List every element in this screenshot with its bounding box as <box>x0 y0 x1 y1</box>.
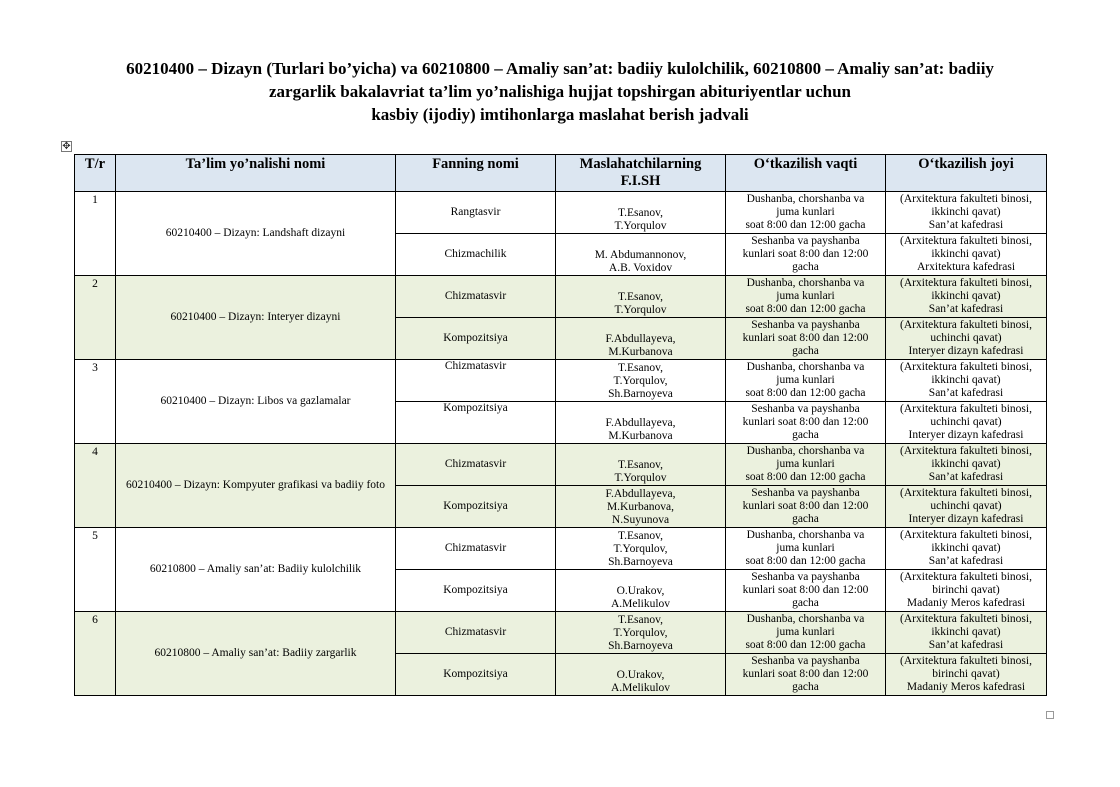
consultants-line: T.Esanov, <box>617 530 664 542</box>
exam-time-line: juma kunlari <box>776 290 835 302</box>
exam-place-line: birinchi qavat) <box>932 668 1000 680</box>
header-subject: Fanning nomi <box>396 155 556 192</box>
row-number: 3 <box>75 360 116 444</box>
exam-time-line: kunlari soat 8:00 dan 12:00 <box>742 332 869 344</box>
exam-place-line: Madaniy Meros kafedrasi <box>906 681 1026 693</box>
exam-time-line: kunlari soat 8:00 dan 12:00 <box>742 668 869 680</box>
row-number: 2 <box>75 276 116 360</box>
consultants-line: T.Esanov, <box>617 459 664 471</box>
subject-name: Chizmachilik <box>396 234 556 276</box>
exam-place-line: Interyer dizayn kafedrasi <box>908 345 1024 357</box>
consultants <box>556 612 726 654</box>
header-row <box>75 155 1047 192</box>
exam-place-line: uchinchi qavat) <box>930 332 1002 344</box>
exam-time-line: Dushanba, chorshanba va <box>746 613 865 625</box>
document-title <box>60 57 1060 126</box>
exam-place-line: ikkinchi qavat) <box>931 374 1001 386</box>
consultants <box>556 234 726 276</box>
title-line-2: zargarlik bakalavriat ta’lim yo’nalishiga hujjat topshirgan abituriyentlar uchun <box>269 82 851 101</box>
table-row <box>75 528 1047 570</box>
exam-place-line: San’at kafedrasi <box>928 387 1004 399</box>
exam-place-line: (Arxitektura fakulteti binosi, <box>900 655 1032 667</box>
consultants <box>556 192 726 234</box>
consultants-line: Sh.Barnoyeva <box>608 556 673 568</box>
exam-place-line: San’at kafedrasi <box>928 219 1004 231</box>
consultants-line: M.Kurbanova, <box>606 501 675 513</box>
exam-time <box>726 654 886 696</box>
subject-name: Chizmatasvir <box>396 444 556 486</box>
exam-time <box>726 486 886 528</box>
header-time: O‘tkazilish vaqti <box>726 155 886 192</box>
exam-place <box>886 234 1047 276</box>
consultants-line: T.Yorqulov, <box>613 375 668 387</box>
exam-time-line: juma kunlari <box>776 206 835 218</box>
exam-time-line: Dushanba, chorshanba va <box>746 529 865 541</box>
header-place: O‘tkazilish joyi <box>886 155 1047 192</box>
exam-time-line: kunlari soat 8:00 dan 12:00 <box>742 416 869 428</box>
row-number: 6 <box>75 612 116 696</box>
exam-place-line: (Arxitektura fakulteti binosi, <box>900 319 1032 331</box>
subject-name: Chizmatasvir <box>396 360 556 402</box>
exam-place-line: ikkinchi qavat) <box>931 248 1001 260</box>
consultants-line: Sh.Barnoyeva <box>608 388 673 400</box>
exam-place <box>886 192 1047 234</box>
exam-time-line: kunlari soat 8:00 dan 12:00 <box>742 500 869 512</box>
exam-time <box>726 612 886 654</box>
consultants-line: T.Yorqulov <box>614 220 667 232</box>
exam-time <box>726 570 886 612</box>
exam-place <box>886 360 1047 402</box>
header-tr: T/r <box>75 155 116 192</box>
exam-place <box>886 276 1047 318</box>
subject-name: Kompozitsiya <box>396 654 556 696</box>
title-line-1: 60210400 – Dizayn (Turlari bo’yicha) va 60210800 – Amaliy san’at: badiiy kulolchilik, 60210800 – Amaliy san’at: badiiy <box>126 59 994 78</box>
subject-name: Chizmatasvir <box>396 612 556 654</box>
exam-place-line: San’at kafedrasi <box>928 471 1004 483</box>
exam-time <box>726 360 886 402</box>
consultants <box>556 528 726 570</box>
consultants <box>556 654 726 696</box>
schedule-table <box>74 154 1047 696</box>
exam-time <box>726 192 886 234</box>
exam-place-line: (Arxitektura fakulteti binosi, <box>900 487 1032 499</box>
program-name: 60210400 – Dizayn: Interyer dizayni <box>116 276 396 360</box>
exam-time-line: Seshanba va payshanba <box>751 319 860 331</box>
table-body <box>75 192 1047 696</box>
row-number: 5 <box>75 528 116 612</box>
exam-time-line: gacha <box>792 681 819 693</box>
exam-place-line: Madaniy Meros kafedrasi <box>906 597 1026 609</box>
exam-place-line: ikkinchi qavat) <box>931 626 1001 638</box>
table-row <box>75 444 1047 486</box>
table-row <box>75 612 1047 654</box>
exam-time-line: Dushanba, chorshanba va <box>746 193 865 205</box>
consultants-line: T.Yorqulov <box>614 304 667 316</box>
consultants-line: F.Abdullayeva, <box>605 333 676 345</box>
subject-name: Chizmatasvir <box>396 528 556 570</box>
exam-place-line: ikkinchi qavat) <box>931 542 1001 554</box>
subject-name: Rangtasvir <box>396 192 556 234</box>
exam-place-line: (Arxitektura fakulteti binosi, <box>900 613 1032 625</box>
consultants <box>556 444 726 486</box>
consultants-line: T.Esanov, <box>617 362 664 374</box>
exam-time-line: Dushanba, chorshanba va <box>746 445 865 457</box>
consultants-line: T.Yorqulov, <box>613 627 668 639</box>
row-number: 4 <box>75 444 116 528</box>
consultants-line: M.Kurbanova <box>608 346 673 358</box>
exam-time <box>726 234 886 276</box>
exam-time-line: Dushanba, chorshanba va <box>746 277 865 289</box>
exam-place <box>886 444 1047 486</box>
exam-time-line: gacha <box>792 345 819 357</box>
exam-time <box>726 444 886 486</box>
exam-time-line: soat 8:00 dan 12:00 gacha <box>745 555 866 567</box>
program-name: 60210400 – Dizayn: Kompyuter grafikasi va badiiy foto <box>116 444 396 528</box>
exam-place-line: ikkinchi qavat) <box>931 290 1001 302</box>
exam-time-line: soat 8:00 dan 12:00 gacha <box>745 639 866 651</box>
exam-place-line: (Arxitektura fakulteti binosi, <box>900 235 1032 247</box>
exam-time-line: soat 8:00 dan 12:00 gacha <box>745 387 866 399</box>
consultants-line: T.Yorqulov <box>614 472 667 484</box>
consultants-line: A.Melikulov <box>610 598 671 610</box>
exam-place <box>886 570 1047 612</box>
subject-name: Kompozitsiya <box>396 570 556 612</box>
exam-time-line: soat 8:00 dan 12:00 gacha <box>745 303 866 315</box>
row-number: 1 <box>75 192 116 276</box>
consultants-line: T.Esanov, <box>617 291 664 303</box>
consultants-line: T.Esanov, <box>617 207 664 219</box>
exam-place <box>886 528 1047 570</box>
exam-place-line: (Arxitektura fakulteti binosi, <box>900 529 1032 541</box>
exam-place-line: Interyer dizayn kafedrasi <box>908 429 1024 441</box>
consultants-line: Sh.Barnoyeva <box>608 640 673 652</box>
exam-place-line: ikkinchi qavat) <box>931 458 1001 470</box>
subject-name: Kompozitsiya <box>396 318 556 360</box>
consultants <box>556 486 726 528</box>
exam-time-line: Seshanba va payshanba <box>751 403 860 415</box>
exam-place-line: uchinchi qavat) <box>930 500 1002 512</box>
consultants-line: F.Abdullayeva, <box>605 417 676 429</box>
exam-time-line: soat 8:00 dan 12:00 gacha <box>745 219 866 231</box>
exam-time-line: kunlari soat 8:00 dan 12:00 <box>742 584 869 596</box>
consultants-line: A.B. Voxidov <box>608 262 673 274</box>
table-row <box>75 192 1047 234</box>
exam-place <box>886 612 1047 654</box>
exam-time-line: juma kunlari <box>776 374 835 386</box>
consultants-line: M. Abdumannonov, <box>594 249 687 261</box>
consultants-line: N.Suyunova <box>611 514 670 526</box>
subject-name: Kompozitsiya <box>396 486 556 528</box>
consultants <box>556 318 726 360</box>
consultants-line: O.Urakov, <box>616 585 665 597</box>
consultants-line: M.Kurbanova <box>608 430 673 442</box>
exam-place <box>886 654 1047 696</box>
exam-time-line: gacha <box>792 261 819 273</box>
exam-time-line: gacha <box>792 429 819 441</box>
program-name: 60210800 – Amaliy san’at: Badiiy zargarlik <box>116 612 396 696</box>
exam-place-line: San’at kafedrasi <box>928 303 1004 315</box>
consultants-line: A.Melikulov <box>610 682 671 694</box>
consultants <box>556 276 726 318</box>
exam-time-line: soat 8:00 dan 12:00 gacha <box>745 471 866 483</box>
consultants <box>556 402 726 444</box>
subject-name: Chizmatasvir <box>396 276 556 318</box>
exam-time-line: Seshanba va payshanba <box>751 235 860 247</box>
exam-time-line: Seshanba va payshanba <box>751 487 860 499</box>
exam-place <box>886 402 1047 444</box>
exam-place-line: (Arxitektura fakulteti binosi, <box>900 277 1032 289</box>
exam-place-line: San’at kafedrasi <box>928 555 1004 567</box>
program-name: 60210400 – Dizayn: Landshaft dizayni <box>116 192 396 276</box>
program-name: 60210400 – Dizayn: Libos va gazlamalar <box>116 360 396 444</box>
resize-square-icon[interactable] <box>1046 711 1054 719</box>
move-arrows-icon[interactable]: ✥ <box>62 141 71 152</box>
exam-place-line: Arxitektura kafedrasi <box>916 261 1016 273</box>
exam-place-line: San’at kafedrasi <box>928 639 1004 651</box>
title-line-3: kasbiy (ijodiy) imtihonlarga maslahat berish jadvali <box>371 105 749 124</box>
consultants-line: F.Abdullayeva, <box>605 488 676 500</box>
consultants-line: T.Yorqulov, <box>613 543 668 555</box>
table-row <box>75 276 1047 318</box>
exam-place-line: (Arxitektura fakulteti binosi, <box>900 193 1032 205</box>
exam-time <box>726 528 886 570</box>
exam-place <box>886 318 1047 360</box>
exam-time <box>726 318 886 360</box>
exam-place-line: (Arxitektura fakulteti binosi, <box>900 361 1032 373</box>
exam-time-line: kunlari soat 8:00 dan 12:00 <box>742 248 869 260</box>
exam-time-line: Dushanba, chorshanba va <box>746 361 865 373</box>
exam-time-line: juma kunlari <box>776 542 835 554</box>
exam-time-line: Seshanba va payshanba <box>751 655 860 667</box>
exam-place-line: Interyer dizayn kafedrasi <box>908 513 1024 525</box>
exam-time-line: Seshanba va payshanba <box>751 571 860 583</box>
consultants <box>556 360 726 402</box>
header-consultants: Maslahatchilarning F.I.SH <box>556 155 726 192</box>
exam-place-line: (Arxitektura fakulteti binosi, <box>900 403 1032 415</box>
exam-place-line: birinchi qavat) <box>932 584 1000 596</box>
exam-place-line: uchinchi qavat) <box>930 416 1002 428</box>
exam-time-line: juma kunlari <box>776 458 835 470</box>
exam-time <box>726 402 886 444</box>
exam-time-line: juma kunlari <box>776 626 835 638</box>
exam-place <box>886 486 1047 528</box>
table-row <box>75 360 1047 402</box>
exam-time-line: gacha <box>792 513 819 525</box>
header-program: Ta’lim yo’nalishi nomi <box>116 155 396 192</box>
consultants-line: O.Urakov, <box>616 669 665 681</box>
exam-place-line: (Arxitektura fakulteti binosi, <box>900 445 1032 457</box>
consultants-line: T.Esanov, <box>617 614 664 626</box>
exam-time <box>726 276 886 318</box>
consultants <box>556 570 726 612</box>
program-name: 60210800 – Amaliy san’at: Badiiy kulolchilik <box>116 528 396 612</box>
exam-place-line: (Arxitektura fakulteti binosi, <box>900 571 1032 583</box>
exam-time-line: gacha <box>792 597 819 609</box>
subject-name: Kompozitsiya <box>396 402 556 444</box>
exam-place-line: ikkinchi qavat) <box>931 206 1001 218</box>
